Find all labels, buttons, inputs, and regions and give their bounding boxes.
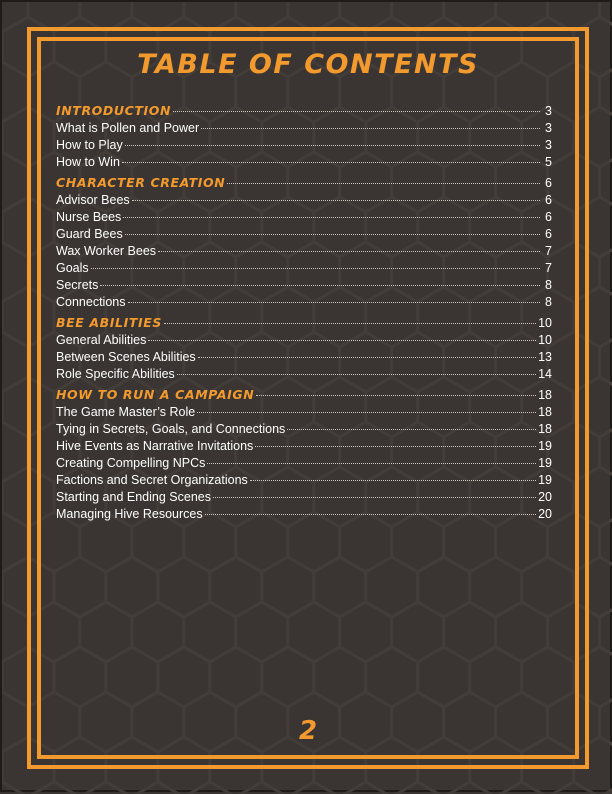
toc-entry-page-number: 6 (545, 210, 552, 224)
dot-leader (287, 429, 536, 430)
toc-section-heading[interactable] (56, 102, 552, 120)
toc-entry[interactable] (56, 277, 552, 294)
toc-section-heading-page-number: 6 (545, 176, 552, 190)
dot-leader (158, 251, 540, 252)
dot-leader (205, 514, 536, 515)
dot-leader (91, 268, 540, 269)
toc-entry[interactable] (56, 455, 552, 472)
dot-leader (213, 497, 536, 498)
toc-entry-label: What is Pollen and Power (56, 121, 200, 135)
honeycomb-cell (340, 782, 392, 794)
toc-entry[interactable] (56, 226, 552, 243)
toc-entry-label: Role Specific Abilities (56, 367, 175, 381)
toc-entry-page-number: 19 (538, 473, 552, 487)
toc-entry[interactable] (56, 209, 552, 226)
honeycomb-cell (2, 2, 28, 32)
toc-section-heading-page-number: 18 (538, 388, 552, 402)
toc-entry-page-number: 20 (538, 507, 552, 521)
toc-entry-page-number: 14 (538, 367, 552, 381)
toc-entry-label: Secrets (56, 278, 99, 292)
toc-entry[interactable] (56, 404, 552, 421)
toc-entry-page-number: 6 (545, 193, 552, 207)
dot-leader (256, 395, 536, 396)
toc-entry-page-number: 19 (538, 456, 552, 470)
page-number: 2 (298, 716, 318, 746)
honeycomb-cell (236, 782, 288, 794)
toc-entry-label: Factions and Secret Organizations (56, 473, 248, 487)
toc-entry[interactable] (56, 192, 552, 209)
toc-entry[interactable] (56, 260, 552, 277)
toc-entry[interactable] (56, 137, 552, 154)
toc-entry-page-number: 19 (538, 439, 552, 453)
toc-entry-label: Hive Events as Narrative Invitations (56, 439, 254, 453)
dot-leader (148, 340, 536, 341)
toc-entry[interactable] (56, 332, 552, 349)
dot-leader (122, 162, 540, 163)
honeycomb-cell (288, 782, 340, 794)
honeycomb-cell (496, 782, 548, 794)
toc-entry[interactable] (56, 421, 552, 438)
toc-entry-page-number: 8 (545, 295, 552, 309)
honeycomb-cell (444, 782, 496, 794)
toc-entry[interactable] (56, 506, 552, 523)
dot-leader (198, 357, 536, 358)
toc-entry-label: Wax Worker Bees (56, 244, 157, 258)
toc-entry-label: How to Win (56, 155, 120, 169)
toc-entry-label: Managing Hive Resources (56, 507, 203, 521)
toc-entry[interactable] (56, 294, 552, 311)
honeycomb-cell (80, 782, 132, 794)
dot-leader (132, 200, 540, 201)
toc-entry-label: Nurse Bees (56, 210, 122, 224)
toc-entry-page-number: 10 (538, 333, 552, 347)
toc-entry-label: Starting and Ending Scenes (56, 490, 211, 504)
toc-entry[interactable] (56, 120, 552, 137)
dot-leader (100, 285, 540, 286)
toc-section-heading[interactable] (56, 314, 552, 332)
toc-entry-label: Tying in Secrets, Goals, and Connections (56, 422, 286, 436)
dot-leader (227, 183, 540, 184)
toc-entry-label: The Game Master’s Role (56, 405, 196, 419)
dot-leader (201, 128, 540, 129)
toc-section-heading-page-number: 10 (538, 316, 552, 330)
toc-entry-page-number: 18 (538, 405, 552, 419)
dot-leader (207, 463, 536, 464)
honeycomb-cell (392, 782, 444, 794)
toc-entry-label: Advisor Bees (56, 193, 130, 207)
page-title: TABLE OF CONTENTS (137, 49, 479, 80)
toc-entry[interactable] (56, 349, 552, 366)
toc-section-heading-label: INTRODUCTION (56, 103, 172, 118)
toc-entry-label: How to Play (56, 138, 123, 152)
honeycomb-cell (184, 782, 236, 794)
toc-entry-page-number: 7 (545, 261, 552, 275)
toc-section-heading-page-number: 3 (545, 104, 552, 118)
toc-entry-page-number: 20 (538, 490, 552, 504)
toc-entry-page-number: 5 (545, 155, 552, 169)
dot-leader (173, 111, 540, 112)
toc-entry-label: Guard Bees (56, 227, 123, 241)
dot-leader (177, 374, 536, 375)
dot-leader (164, 323, 536, 324)
honeycomb-cell (28, 782, 80, 794)
toc-entry-label: Goals (56, 261, 89, 275)
dot-leader (125, 145, 540, 146)
toc-entry[interactable] (56, 438, 552, 455)
toc-section-heading[interactable] (56, 386, 552, 404)
toc-entry-page-number: 18 (538, 422, 552, 436)
toc-section-heading-label: CHARACTER CREATION (56, 175, 226, 190)
honeycomb-cell (548, 782, 600, 794)
dot-leader (125, 234, 540, 235)
toc-entry-label: Connections (56, 295, 126, 309)
toc-entry-page-number: 13 (538, 350, 552, 364)
toc-entry-page-number: 7 (545, 244, 552, 258)
toc-entry-page-number: 8 (545, 278, 552, 292)
toc-section-heading-label: HOW TO RUN A CAMPAIGN (56, 387, 255, 402)
toc-entry-page-number: 3 (545, 121, 552, 135)
honeycomb-cell (2, 782, 28, 794)
toc-entry-page-number: 6 (545, 227, 552, 241)
dot-leader (128, 302, 541, 303)
dot-leader (255, 446, 536, 447)
dot-leader (197, 412, 536, 413)
toc-section-heading-label: BEE ABILITIES (56, 315, 162, 330)
table-of-contents (56, 102, 552, 523)
dot-leader (123, 217, 540, 218)
toc-entry-label: Creating Compelling NPCs (56, 456, 206, 470)
toc-entry[interactable] (56, 472, 552, 489)
toc-section-heading[interactable] (56, 174, 552, 192)
toc-entry[interactable] (56, 366, 552, 383)
toc-entry-page-number: 3 (545, 138, 552, 152)
toc-entry[interactable] (56, 154, 552, 171)
honeycomb-cell (600, 782, 612, 794)
toc-entry[interactable] (56, 489, 552, 506)
dot-leader (250, 480, 536, 481)
toc-entry[interactable] (56, 243, 552, 260)
toc-entry-label: Between Scenes Abilities (56, 350, 196, 364)
honeycomb-cell (132, 782, 184, 794)
toc-entry-label: General Abilities (56, 333, 147, 347)
